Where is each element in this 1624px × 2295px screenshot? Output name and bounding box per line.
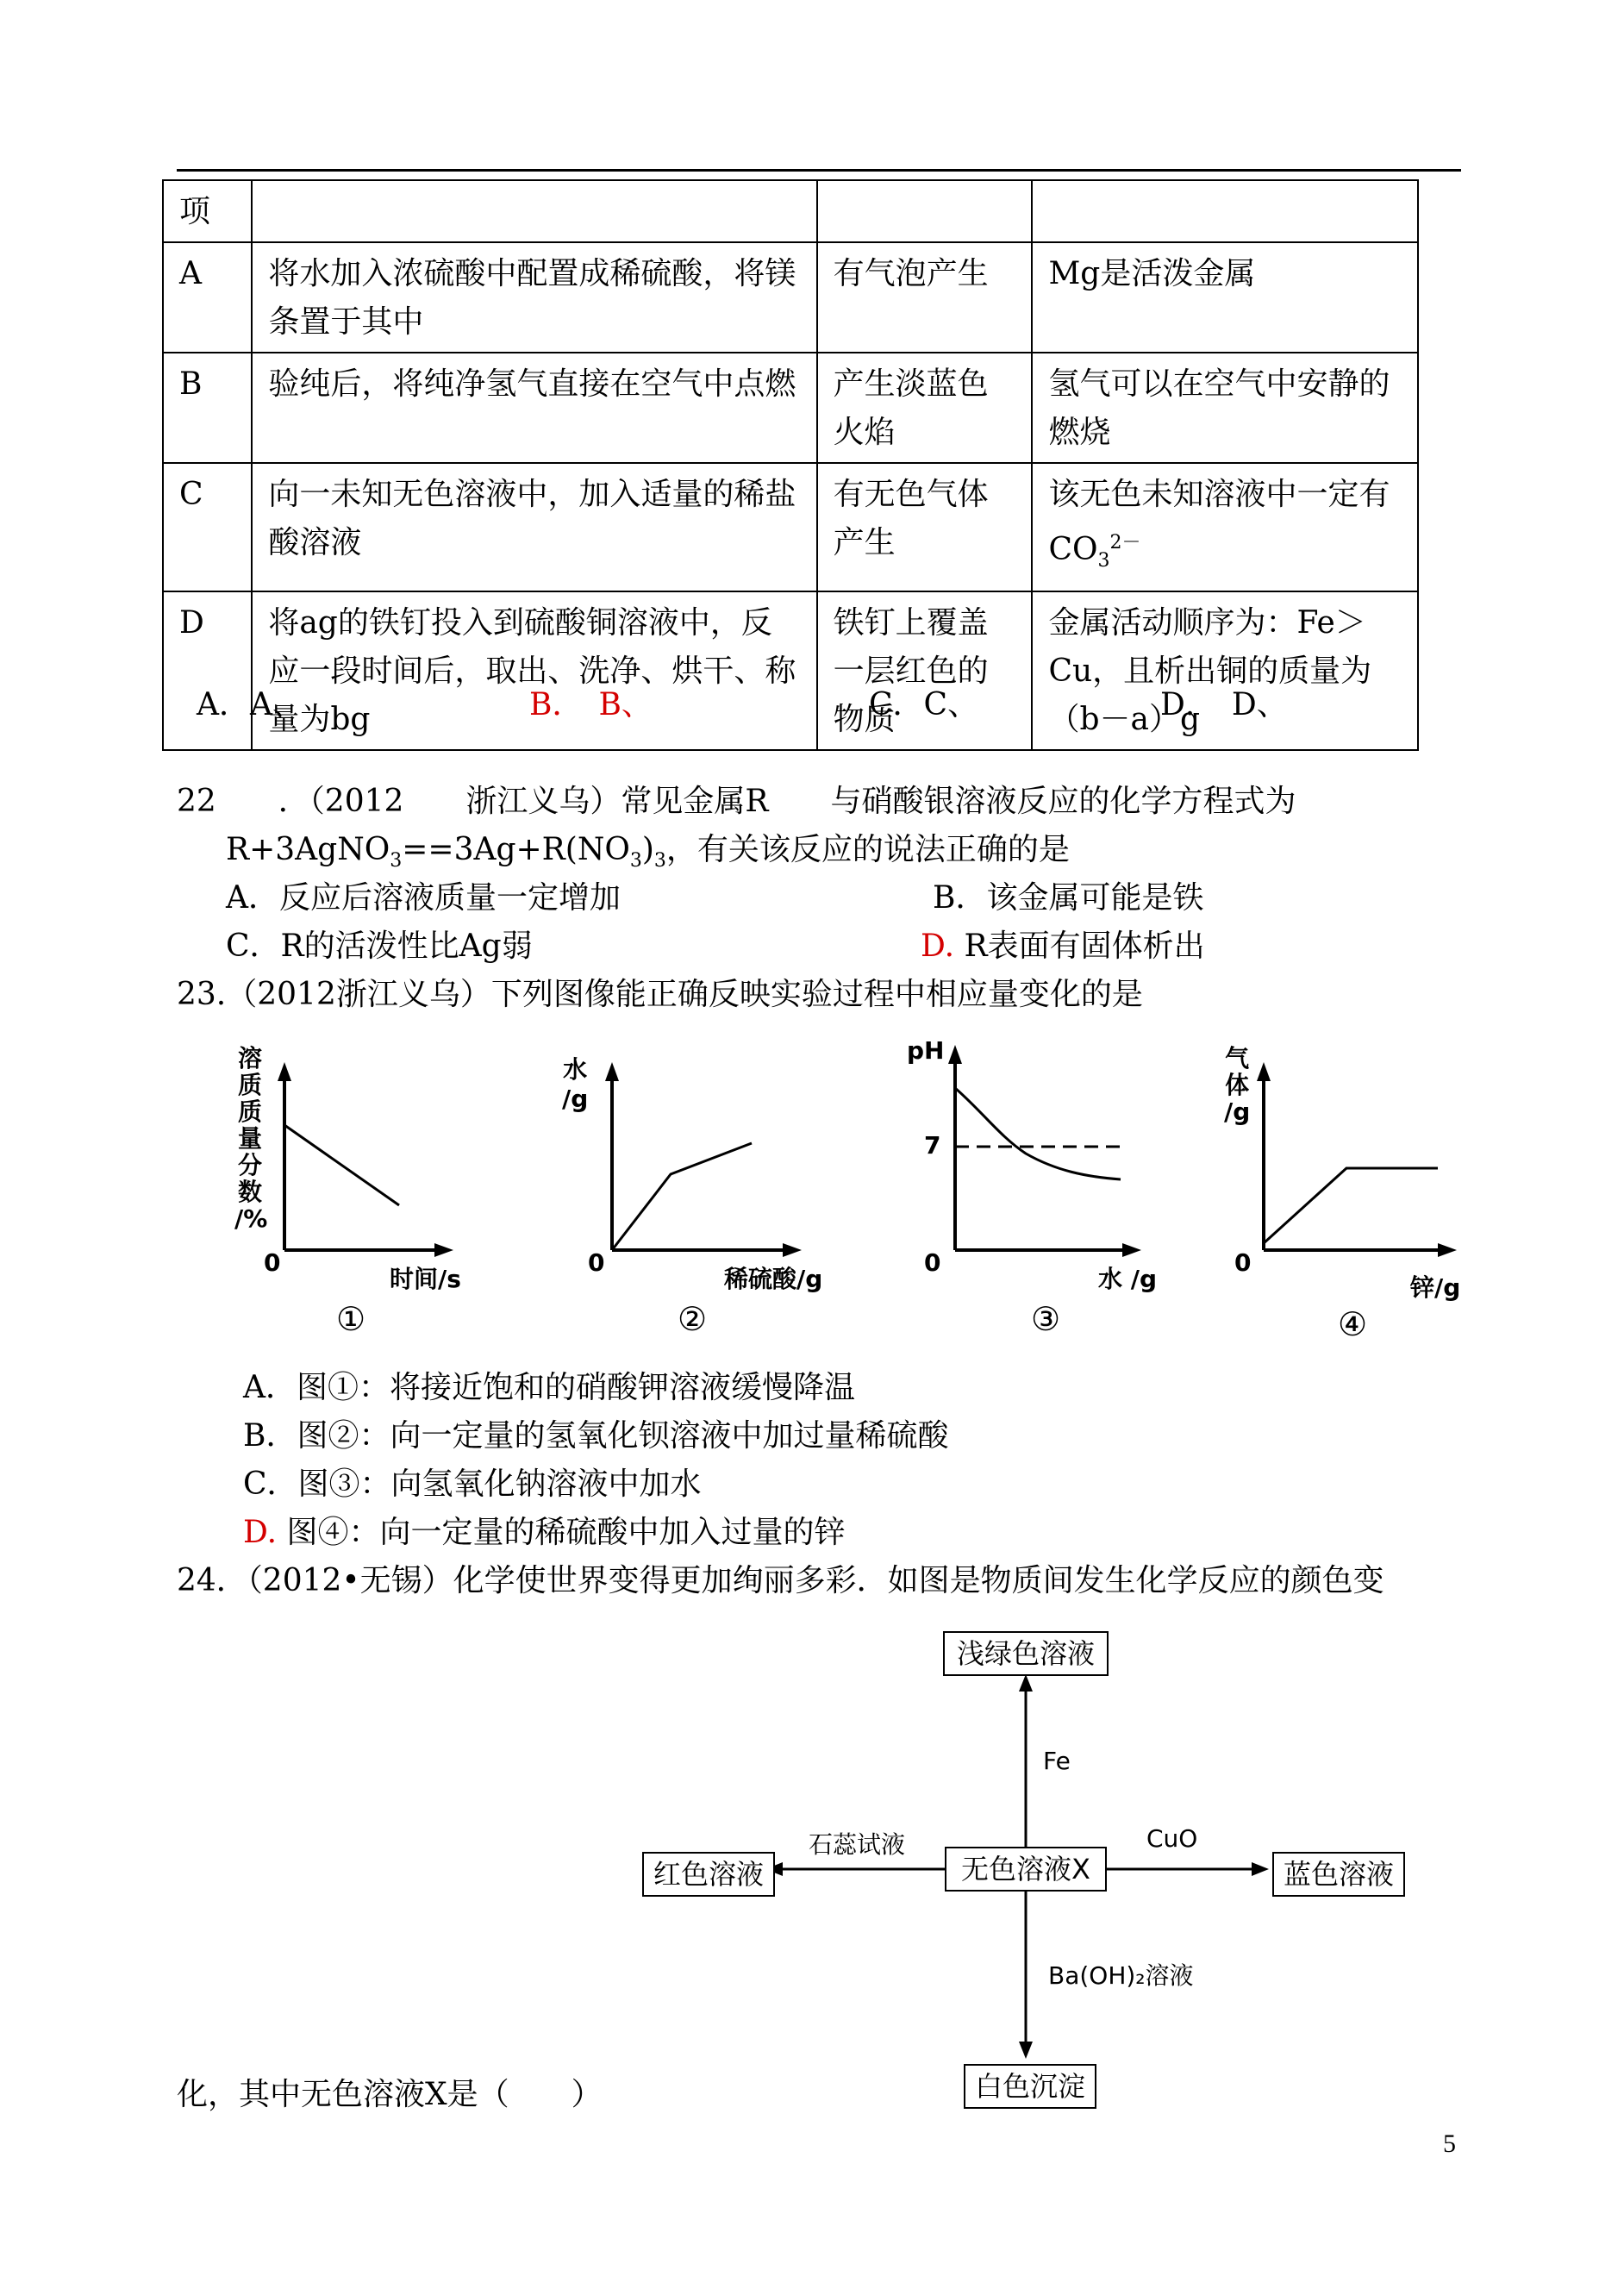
phenomenon-cell: 铁钉上覆盖一层红色的物质 (817, 591, 1033, 750)
q22-option-b: B．该金属可能是铁 (933, 880, 1204, 916)
conclusion-cell: Mg是活泼金属 (1032, 242, 1418, 353)
option-cell: C (163, 463, 252, 591)
graph-1-ylabel: 溶 质 质 量 分 数 /% (234, 1044, 268, 1233)
q24-stem-continued: 化，其中无色溶液X是（ ） (177, 2077, 603, 2112)
header-rule (177, 169, 1461, 172)
q23-stem: 23.（2012浙江义乌）下列图像能正确反映实验过程中相应量变化的是 (177, 977, 1143, 1012)
graph-2-number: ② (678, 1300, 708, 1338)
q23-option-c: C．图③：向氢氧化钠溶液中加水 (243, 1466, 702, 1502)
graph-3-xlabel: 水 /g (1098, 1265, 1158, 1293)
q22-stem: 22 ．（2012 浙江义乌）常见金属R 与硝酸银溶液反应的化学方程式为 (177, 784, 1296, 819)
phenomenon-cell: 有气泡产生 (817, 242, 1033, 353)
experiment-table (162, 179, 1419, 751)
graph-4-ylabel: 气 体 /g (1224, 1044, 1251, 1126)
graph-3-origin: 0 (924, 1248, 941, 1277)
node-right: 蓝色溶液 (1272, 1852, 1405, 1897)
q22-option-d: D. R表面有固体析出 (921, 929, 1205, 964)
phenomenon-cell: 产生淡蓝色火焰 (817, 353, 1033, 463)
graph-3-ref-label: 7 (924, 1131, 941, 1160)
node-top: 浅绿色溶液 (943, 1631, 1109, 1676)
graph-2-xlabel: 稀硫酸/g (724, 1265, 823, 1293)
table-cell: 项 (163, 180, 252, 242)
node-bottom: 白色沉淀 (964, 2064, 1096, 2109)
table-row (163, 463, 1418, 591)
q23-option-d: D. 图④：向一定量的稀硫酸中加入过量的锌 (243, 1515, 846, 1550)
graph-4-xlabel: 锌/g (1410, 1273, 1461, 1302)
q21-option-c: C．C、 (869, 687, 979, 722)
graph-2-origin: 0 (588, 1248, 605, 1277)
option-cell: D (163, 591, 252, 750)
graph-4-number: ④ (1338, 1305, 1368, 1343)
operation-cell: 将ag的铁钉投入到硫酸铜溶液中，反应一段时间后，取出、洗净、烘干、称量为bg (252, 591, 816, 750)
q21-option-a: A．A、 (197, 687, 303, 722)
option-cell: B (163, 353, 252, 463)
table-cell (817, 180, 1033, 242)
table-row (163, 591, 1418, 750)
option-cell: A (163, 242, 252, 353)
graph-3-ylabel: pH (907, 1036, 945, 1065)
table-row (163, 242, 1418, 353)
table-row (163, 353, 1418, 463)
q23-option-b: B．图②：向一定量的氢氧化钡溶液中加过量稀硫酸 (243, 1418, 949, 1454)
graph-3-number: ③ (1031, 1300, 1061, 1338)
label-cuo: CuO (1146, 1824, 1198, 1853)
table-cell (1032, 180, 1418, 242)
graph-2-ylabel: 水 /g (562, 1055, 589, 1113)
phenomenon-cell: 有无色气体产生 (817, 463, 1033, 591)
q21-option-d: D． D、 (1160, 687, 1288, 722)
q22-equation: $R+3AgNO_3==3Ag+R(NO_3)_3$，有关该反应的说法正确的是 (226, 832, 1070, 872)
q22-option-c: C．R的活泼性比Ag弱 (226, 929, 533, 964)
graph-1 (231, 1043, 507, 1336)
table-header-row (163, 180, 1418, 242)
label-baoh2: Ba(OH)₂溶液 (1048, 1961, 1194, 1990)
conclusion-cell: 氢气可以在空气中安静的燃烧 (1032, 353, 1418, 463)
q23-option-a: A．图①：将接近饱和的硝酸钾溶液缓慢降温 (243, 1370, 855, 1405)
q22-option-a: A．反应后溶液质量一定增加 (226, 880, 621, 916)
label-fe: Fe (1043, 1747, 1071, 1775)
graph-4-origin: 0 (1234, 1248, 1252, 1277)
operation-cell: 向一未知无色溶液中，加入适量的稀盐酸溶液 (252, 463, 816, 591)
q21-option-b: B． B、 (529, 687, 653, 722)
label-litmus: 石蕊试液 (809, 1830, 906, 1859)
conclusion-cell: 金属活动顺序为：Fe＞Cu，且析出铜的质量为（b－a）g (1032, 591, 1418, 750)
page-number: 5 (1443, 2129, 1456, 2158)
graph-1-xlabel: 时间/s (390, 1265, 461, 1293)
table-cell (252, 180, 816, 242)
node-left: 红色溶液 (642, 1852, 775, 1897)
operation-cell: 将水加入浓硫酸中配置成稀硫酸，将镁条置于其中 (252, 242, 816, 353)
q24-stem: 24．（2012•无锡）化学使世界变得更加绚丽多彩．如图是物质间发生化学反应的颜色变 (177, 1563, 1384, 1598)
node-center: 无色溶液X (945, 1847, 1107, 1892)
graph-1-origin: 0 (264, 1248, 281, 1277)
graph-1-number: ① (336, 1300, 366, 1338)
operation-cell: 验纯后，将纯净氢气直接在空气中点燃 (252, 353, 816, 463)
conclusion-cell: 该无色未知溶液中一定有$CO_3^{2-}$ (1032, 463, 1418, 591)
